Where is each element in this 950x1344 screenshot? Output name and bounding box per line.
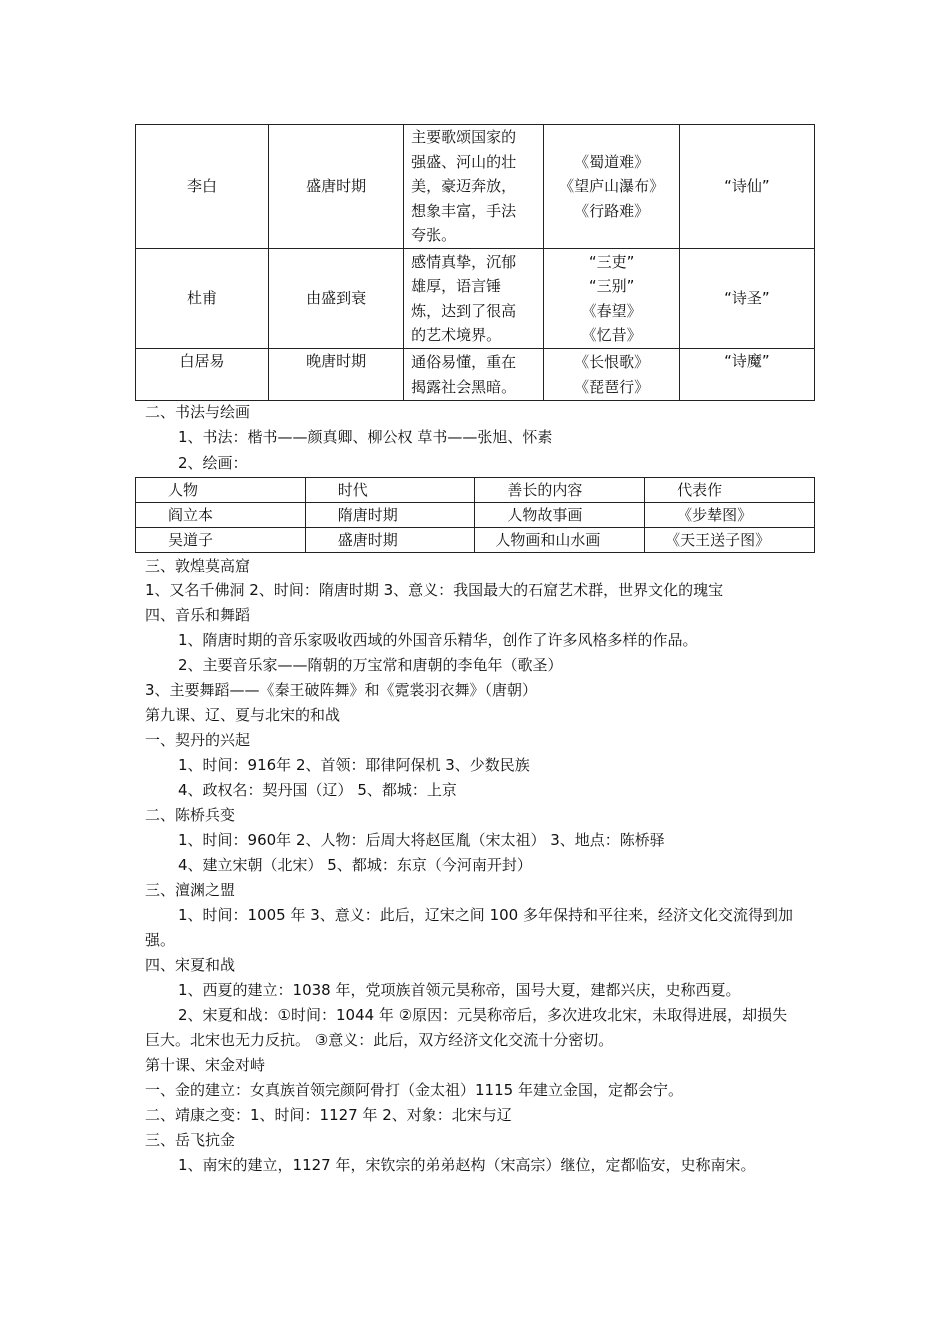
paragraph: 一、金的建立：女真族首领完颜阿骨打（金太祖）1115 年建立金国，定都会宁。 — [145, 1081, 683, 1099]
poet-name: 李白 — [136, 125, 269, 249]
paragraph: 3、主要舞蹈——《秦王破阵舞》和《霓裳羽衣舞》（唐朝） — [145, 681, 538, 699]
table-header-row — [136, 478, 815, 503]
section-heading: 四、音乐和舞蹈 — [145, 606, 251, 624]
work-title: “三别” — [588, 277, 635, 295]
work-title: 《琵琶行》 — [574, 377, 650, 396]
paragraph: 1、南宋的建立，1127 年，宋钦宗的弟弟赵构（宋高宗）继位，定都临安，史称南宋。 — [178, 1156, 756, 1174]
section-heading: 三、澶渊之盟 — [145, 881, 236, 899]
lesson-title: 第九课、辽、夏与北宋的和战 — [145, 706, 341, 724]
feature-line: 炼，达到了很高 — [411, 301, 517, 320]
paragraph: 强。 — [145, 931, 176, 949]
poet-era: 盛唐时期 — [269, 125, 404, 249]
table-cell: 隋唐时期 — [305, 503, 475, 528]
poet-works — [544, 125, 679, 249]
poet-era: 由盛到衰 — [269, 249, 404, 349]
section-heading: 一、契丹的兴起 — [145, 731, 251, 749]
poet-title: “诗仙” — [679, 125, 814, 249]
feature-line: 的艺术境界。 — [411, 326, 502, 344]
section-heading: 二、陈桥兵变 — [145, 806, 236, 824]
table-row — [136, 125, 815, 249]
table-row — [136, 249, 815, 349]
poet-title: “诗圣” — [679, 249, 814, 349]
paragraph: 4、政权名：契丹国（辽） 5、都城：上京 — [178, 781, 457, 799]
painting-line: 2、绘画： — [178, 454, 248, 472]
poets-table — [135, 124, 815, 401]
paragraph: 二、靖康之变：1、时间：1127 年 2、对象：北宋与辽 — [145, 1106, 512, 1124]
feature-line: 感情真挚，沉郁 — [411, 252, 517, 271]
column-header: 人物 — [136, 478, 306, 503]
column-header: 时代 — [305, 478, 475, 503]
column-header: 代表作 — [645, 478, 815, 503]
paragraph: 1、时间：960年 2、人物：后周大将赵匡胤（宋太祖） 3、地点：陈桥驿 — [178, 831, 665, 849]
poet-name: 杜甫 — [136, 249, 269, 349]
paragraph: 巨大。北宋也无力反抗。 ③意义：此后，双方经济文化交流十分密切。 — [145, 1031, 614, 1049]
poet-era: 晚唐时期 — [269, 349, 404, 401]
section-heading: 四、宋夏和战 — [145, 956, 236, 974]
table-row — [136, 349, 815, 401]
work-title: 《行路难》 — [574, 201, 650, 220]
table-cell: 人物画和山水画 — [475, 528, 645, 553]
work-title: 《忆昔》 — [581, 326, 642, 344]
feature-line: 夸张。 — [411, 226, 457, 245]
table-row — [136, 528, 815, 553]
table-cell: 人物故事画 — [475, 503, 645, 528]
table-cell: 《步辇图》 — [645, 503, 815, 528]
work-title: 《望庐山瀑布》 — [559, 177, 665, 196]
table-cell: 吴道子 — [136, 528, 306, 553]
work-title: 《蜀道难》 — [574, 152, 650, 171]
table-cell: 阎立本 — [136, 503, 306, 528]
paragraph: 1、时间：1005 年 3、意义：此后，辽宋之间 100 多年保持和平往来，经济文化交流得到加 — [178, 906, 793, 924]
poet-features — [404, 249, 544, 349]
painters-table — [135, 477, 815, 553]
feature-line: 雄厚，语言锤 — [411, 277, 502, 295]
paragraph: 1、又名千佛洞 2、时间：隋唐时期 3、意义：我国最大的石窟艺术群，世界文化的瑰宝 — [145, 581, 724, 599]
section-heading: 三、敦煌莫高窟 — [145, 557, 251, 575]
work-title: 《春望》 — [581, 301, 642, 320]
paragraph: 4、建立宋朝（北宋） 5、都城：东京（今河南开封） — [178, 856, 532, 874]
feature-line: 强盛、河山的壮 — [411, 152, 517, 171]
poet-works — [544, 249, 679, 349]
poet-features — [404, 125, 544, 249]
table-row — [136, 503, 815, 528]
poet-features — [404, 349, 544, 401]
poet-name: 白居易 — [136, 349, 269, 401]
poet-title: “诗魔” — [679, 349, 814, 401]
paragraph: 1、时间：916年 2、首领：耶律阿保机 3、少数民族 — [178, 756, 530, 774]
table-cell: 盛唐时期 — [305, 528, 475, 553]
lesson-title: 第十课、宋金对峙 — [145, 1056, 266, 1074]
work-title: 《长恨歌》 — [574, 353, 650, 371]
feature-line: 通俗易懂，重在 — [411, 353, 517, 371]
paragraph: 2、宋夏和战：①时间：1044 年 ②原因：元昊称帝后，多次进攻北宋，未取得进展，却损失 — [178, 1006, 788, 1024]
feature-line: 主要歌颂国家的 — [411, 128, 517, 147]
column-header: 善长的内容 — [475, 478, 645, 503]
paragraph: 2、主要音乐家——隋朝的万宝常和唐朝的李龟年（歌圣） — [178, 656, 563, 674]
work-title: “三吏” — [588, 252, 635, 271]
section-heading: 二、书法与绘画 — [145, 403, 251, 421]
calligraphy-line: 1、书法：楷书——颜真卿、柳公权 草书——张旭、怀素 — [178, 428, 553, 446]
paragraph: 1、隋唐时期的音乐家吸收西域的外国音乐精华，创作了许多风格多样的作品。 — [178, 631, 698, 649]
paragraph: 1、西夏的建立：1038 年，党项族首领元昊称帝，国号大夏，建都兴庆，史称西夏。 — [178, 981, 741, 999]
table-cell: 《天王送子图》 — [645, 528, 815, 553]
feature-line: 美，豪迈奔放， — [411, 177, 517, 196]
feature-line: 想象丰富，手法 — [411, 201, 517, 220]
poet-works — [544, 349, 679, 401]
section-heading: 三、岳飞抗金 — [145, 1131, 236, 1149]
feature-line: 揭露社会黑暗。 — [411, 377, 517, 396]
